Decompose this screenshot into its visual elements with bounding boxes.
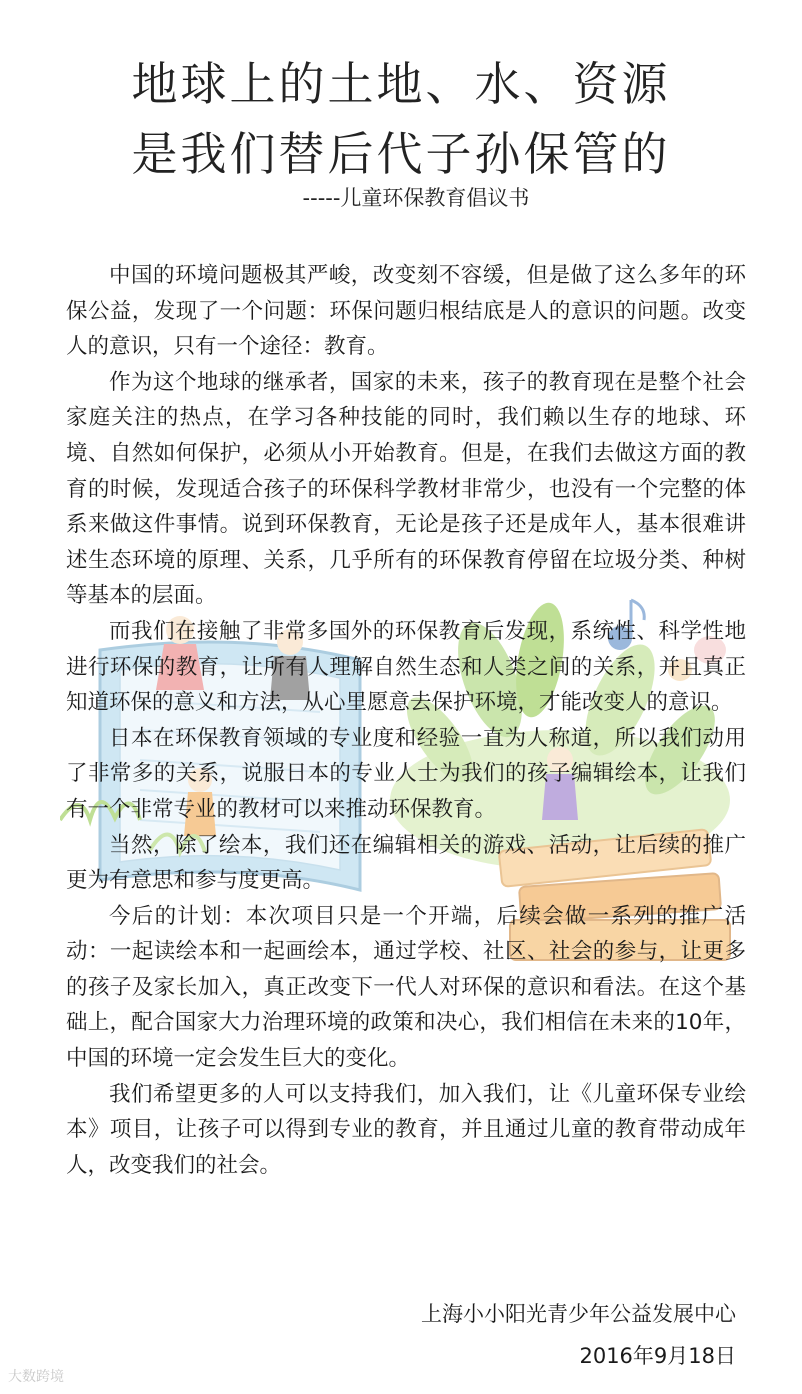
signature-date: 2016年9月18日 <box>579 1344 736 1368</box>
body-text <box>66 258 746 1183</box>
watermark: 大数跨境 <box>8 1369 64 1385</box>
paragraph-5: 当然，除了绘本，我们还在编辑相关的游戏、活动，让后续的推广更为有意思和参与度更高。 <box>66 832 746 894</box>
signature-organization: 上海小小阳光青少年公益发展中心 <box>421 1302 736 1326</box>
paragraph-4: 日本在环保教育领域的专业度和经验一直为人称道，所以我们动用了非常多的关系，说服日本的专业人士为我们的孩子编辑绘本，让我们有一个非常专业的教材可以来推动环保教育。 <box>66 725 746 822</box>
paragraph-7: 我们希望更多的人可以支持我们，加入我们，让《儿童环保专业绘本》项目，让孩子可以得到专业的教育，并且通过儿童的教育带动成年人，改变我们的社会。 <box>66 1081 746 1178</box>
paragraph-6: 今后的计划：本次项目只是一个开端，后续会做一系列的推广活动：一起读绘本和一起画绘本，通过学校、社区、社会的参与，让更多的孩子及家长加入，真正改变下一代人对环保的意识和看法。在这个基础上，配合国家大力治理环境的政策和决心，我们相信在未来的10年，中国的环境一定会发生巨大的变化。 <box>66 903 746 1072</box>
title-line-1: 地球上的土地、水、资源 <box>131 57 671 111</box>
paragraph-2: 作为这个地球的继承者，国家的未来，孩子的教育现在是整个社会家庭关注的热点，在学习各种技能的同时，我们赖以生存的地球、环境、自然如何保护，必须从小开始教育。但是，在我们去做这方面的教育的时候，发现适合孩子的环保科学教材非常少，也没有一个完整的体系来做这件事情。说到环保教育，无论是孩子还是成年人，基本很难讲述生态环境的原理、关系，几乎所有的环保教育停留在垃圾分类、种树等基本的层面。 <box>66 369 746 609</box>
paragraph-1: 中国的环境问题极其严峻，改变刻不容缓，但是做了这么多年的环保公益，发现了一个问题：环保问题归根结底是人的意识的问题。改变人的意识，只有一个途径：教育。 <box>66 263 746 360</box>
paragraph-3: 而我们在接触了非常多国外的环保教育后发现，系统性、科学性地进行环保的教育，让所有人理解自然生态和人类之间的关系，并且真正知道环保的意义和方法，从心里愿意去保护环境，才能改变人的意识。 <box>66 618 746 716</box>
subtitle: -----儿童环保教育倡议书 <box>302 186 530 210</box>
title-line-2: 是我们替后代子孙保管的 <box>131 127 671 181</box>
